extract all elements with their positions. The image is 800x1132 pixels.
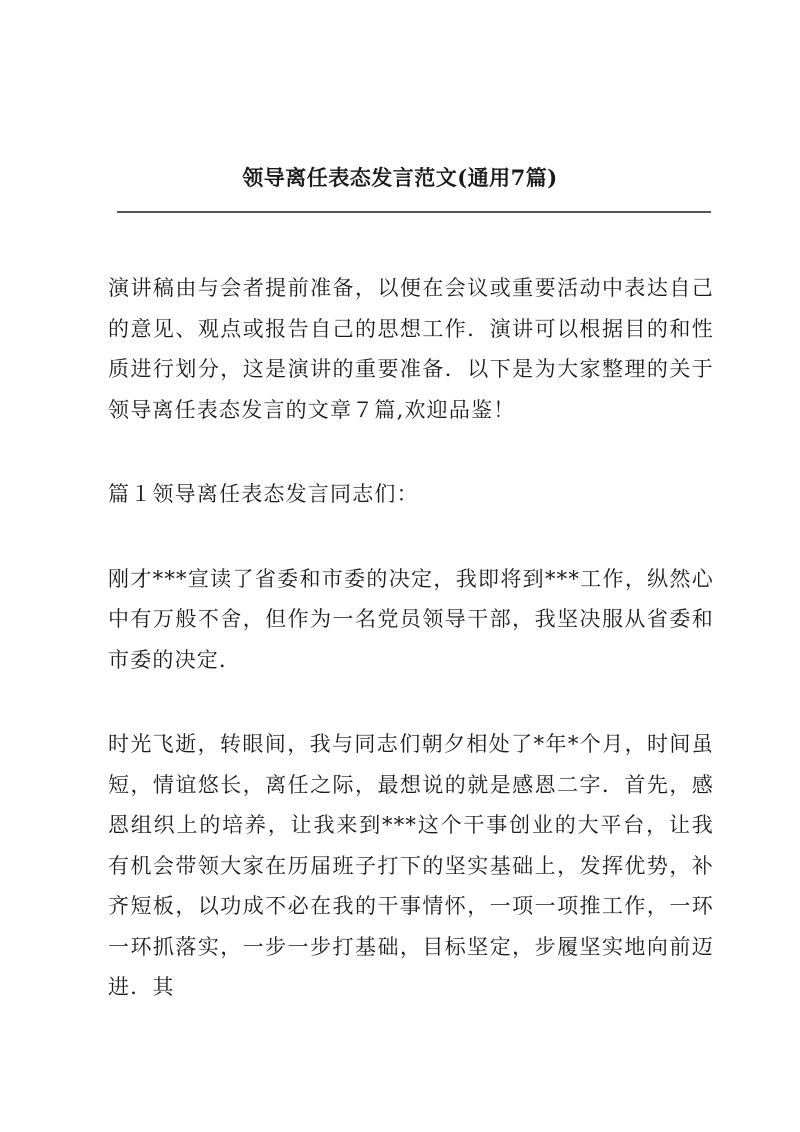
intro-paragraph: 演讲稿由与会者提前准备，以便在会议或重要活动中表达自己的意见、观点或报告自己的思想工作．演讲可以根据目的和性质进行划分，这是演讲的重要准备．以下是为大家整理的关于领导离任表态发言的文章７篇,欢迎品鉴！: [108, 276, 714, 422]
body-paragraph: 刚才***宣读了省委和市委的决定，我即将到***工作，纵然心中有万般不舍，但作为一名党员领导干部，我坚决服从省委和市委的决定．: [108, 566, 714, 672]
section-heading-paragraph: 篇１领导离任表态发言同志们：: [108, 482, 419, 506]
body-paragraph: 时光飞逝，转眼间，我与同志们朝夕相处了*年*个月，时间虽短，情谊悠长，离任之际，最想说的就是感恩二字．首先，感恩组织上的培养，让我来到***这个干事创业的大平台，让我有机会带领大家在历届班子打下的坚实基础上，发挥优势，补齐短板，以功成不必在我的干事情怀，一项一项推工作，一环一环抓落实，一步一步打基础，目标坚定，步履坚实地向前迈进．其: [108, 732, 714, 999]
document-title: 领导离任表态发言范文(通用7篇): [242, 165, 558, 190]
document-body: [108, 268, 714, 1052]
title-underline: [117, 211, 711, 213]
